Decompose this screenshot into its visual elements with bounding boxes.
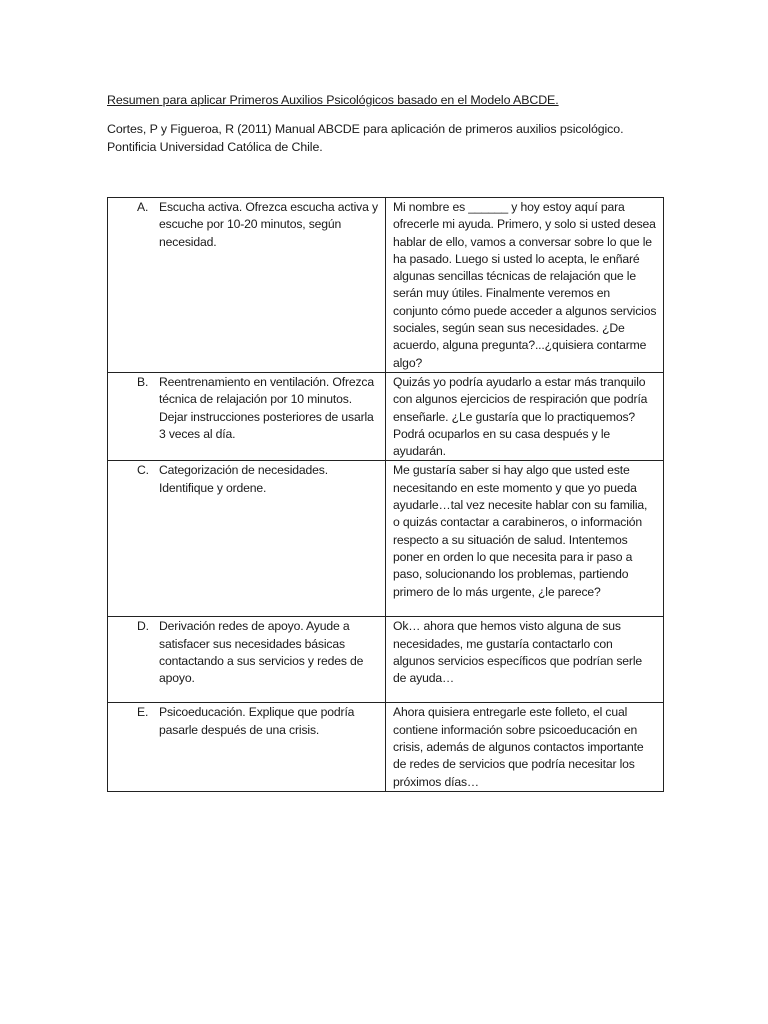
step-cell	[108, 617, 386, 703]
step-script: Ok… ahora que hemos visto alguna de sus necesidades, me gustaría contactarlo con algunos servicios específicos que podrían serle de ayuda…	[393, 619, 643, 686]
table-row	[108, 617, 664, 703]
step-letter: A.	[137, 200, 149, 214]
step-script: Quizás yo podría ayudarlo a estar más tranquilo con algunos ejercicios de respiración que podría enseñarle. ¿Le gustaría que lo practiquemos? Podrá ocuparlos en su casa después y le ayudarán.	[393, 375, 648, 459]
abcde-table	[107, 197, 664, 792]
script-cell	[386, 703, 664, 791]
step-letter: D.	[137, 619, 149, 634]
table-row	[108, 198, 664, 373]
script-cell	[386, 198, 664, 373]
script-cell	[386, 461, 664, 617]
step-description: Reentrenamiento en ventilación. Ofrezca técnica de relajación por 10 minutos. Dejar instrucciones posteriores de usarla 3 veces al día.	[159, 375, 375, 441]
step-description: Categorización de necesidades. Identifique y ordene.	[159, 463, 328, 495]
step-cell	[108, 703, 386, 791]
table-row	[108, 461, 664, 617]
table-row	[108, 703, 664, 791]
citation-line-2: Pontificia Universidad Católica de Chile.	[107, 140, 323, 154]
document-title: Resumen para aplicar Primeros Auxilios Psicológicos basado en el Modelo ABCDE.	[107, 93, 559, 107]
step-description: Escucha activa. Ofrezca escucha activa y escuche por 10-20 minutos, según necesidad.	[159, 200, 378, 249]
step-letter: E.	[137, 705, 149, 720]
citation	[107, 120, 667, 156]
step-script: Ahora quisiera entregarle este folleto, el cual contiene información sobre psicoeducación en crisis, además de algunos contactos importante de redes de servicios que podría necesitar los próximos días…	[393, 705, 644, 789]
step-letter: C.	[137, 463, 149, 478]
step-cell	[108, 461, 386, 617]
step-script: Mi nombre es ______ y hoy estoy aquí para ofrecerle mi ayuda. Primero, y solo si usted desea hablar de ello, vamos a conversar sobre lo que le ha pasado. Luego si usted lo acepta, le enñaré algunas sencillas técnicas de relajación que le serán muy útiles. Finalmente veremos en conjunto cómo puede acceder a algunos servicios sociales, según sean sus necesidades. ¿De acuerdo, alguna pregunta?...¿quisiera contarme algo?	[393, 200, 657, 370]
table-row	[108, 373, 664, 461]
step-cell	[108, 373, 386, 461]
step-script: Me gustaría saber si hay algo que usted este necesitando en este momento y que yo pueda ayudarle…tal vez necesite hablar con su familia, o quizás contactar a carabineros, o información respecto a su situación de salud. Intentemos poner en orden lo que necesita para ir paso a paso, solucionando los problemas, partiendo primero de lo más urgente, ¿le parece?	[393, 463, 648, 599]
step-description: Psicoeducación. Explique que podría pasarle después de una crisis.	[159, 705, 355, 737]
script-cell	[386, 617, 664, 703]
step-description: Derivación redes de apoyo. Ayude a satisfacer sus necesidades básicas contactando a sus servicios y redes de apoyo.	[159, 619, 364, 686]
step-cell	[108, 198, 386, 373]
step-letter: B.	[137, 375, 149, 389]
script-cell	[386, 373, 664, 461]
citation-line-1: Cortes, P y Figueroa, R (2011) Manual ABCDE para aplicación de primeros auxilios psicológico.	[107, 122, 624, 136]
